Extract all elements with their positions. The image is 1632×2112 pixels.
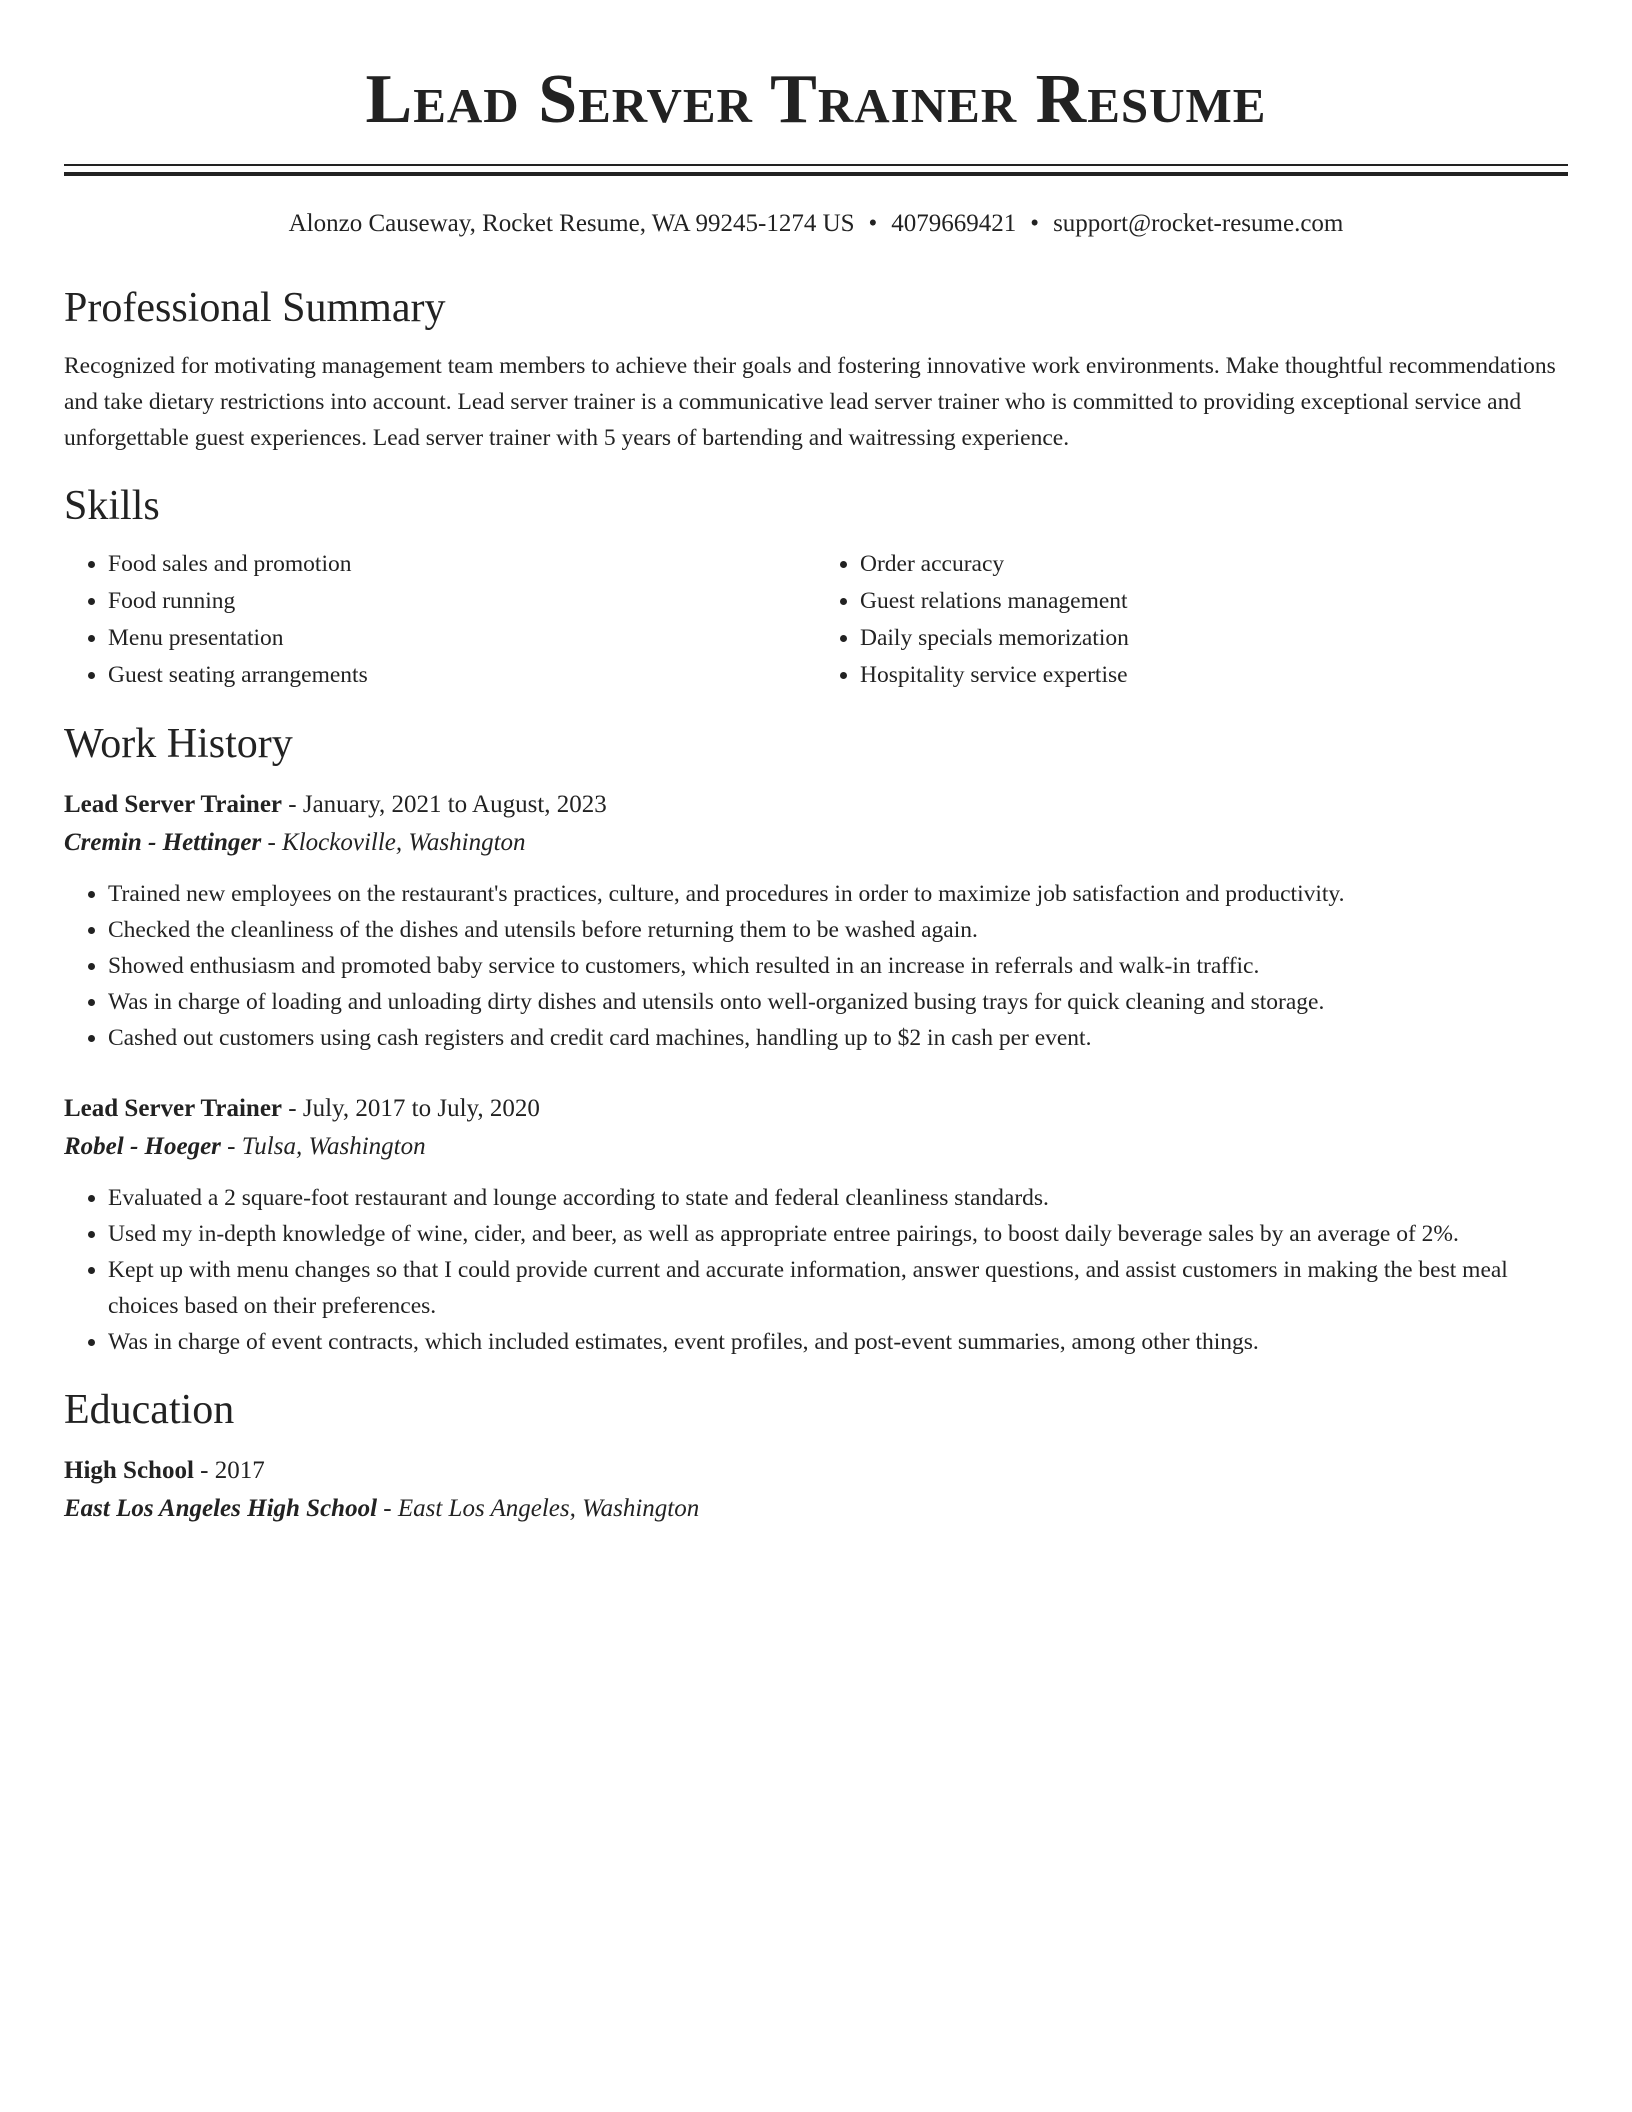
job-bullet: • Was in charge of loading and unloading dirty dishes and utensils onto well-organized busing trays for quick cleaning and storage.: [108, 984, 1568, 1020]
contact-separator: •: [868, 210, 878, 237]
job-bullets: [64, 1180, 1568, 1360]
skill-item: • Guest seating arrangements: [108, 657, 816, 694]
job-location: - Klockoville, Washington: [261, 829, 526, 856]
skills-list-right: [816, 546, 1568, 694]
job-bullet: • Evaluated a 2 square-foot restaurant and lounge according to state and federal cleanliness standards.: [108, 1180, 1568, 1216]
education-entry: [64, 1452, 1568, 1528]
education-year: - 2017: [193, 1457, 265, 1484]
title-divider-thin: [64, 164, 1568, 166]
contact-address: Alonzo Causeway, Rocket Resume, WA 99245-1274 US: [288, 210, 855, 237]
job-bullet: • Used my in-depth knowledge of wine, cider, and beer, as well as appropriate entree pairings, to boost daily beverage sales by an average of 2%.: [108, 1216, 1568, 1252]
skill-item: • Food running: [108, 583, 816, 620]
job-bullet: • Kept up with menu changes so that I could provide current and accurate information, answer questions, and assist customers in making the best meal choices based on their preferences.: [108, 1252, 1568, 1324]
skill-item: • Daily specials memorization: [860, 620, 1568, 657]
job-dates: - July, 2017 to July, 2020: [282, 1095, 540, 1122]
job-company: Cremin - Hettinger: [64, 829, 262, 856]
job-bullet: • Cashed out customers using cash registers and credit card machines, handling up to $2 in cash per event.: [108, 1020, 1568, 1056]
title-divider-thick: [64, 172, 1568, 176]
education-degree: High School: [64, 1457, 194, 1484]
education-degree-line: [64, 1452, 1568, 1490]
job-title-line: [64, 1090, 1568, 1128]
summary-text: Recognized for motivating management team members to achieve their goals and fostering innovative work environments. Make thoughtful recommendations and take dietary restrictions into account. Lead server trainer is a communicative lead server trainer who is committed to providing exceptional service and unforgettable guest experiences. Lead server trainer with 5 years of bartending and waitressing experience.: [64, 353, 1556, 451]
education-location: - East Los Angeles, Washington: [377, 1495, 700, 1522]
skill-item: • Order accuracy: [860, 546, 1568, 583]
skill-item: • Menu presentation: [108, 620, 816, 657]
education-school: East Los Angeles High School: [64, 1495, 378, 1522]
job-company: Robel - Hoeger: [64, 1133, 221, 1160]
job-role: Lead Server Trainer: [64, 791, 283, 818]
job-entry: [64, 786, 1568, 1056]
job-role: Lead Server Trainer: [64, 1095, 283, 1122]
job-bullet: • Trained new employees on the restaurant's practices, culture, and procedures in order to maximize job satisfaction and productivity.: [108, 876, 1568, 912]
skill-item: • Food sales and promotion: [108, 546, 816, 583]
job-location: - Tulsa, Washington: [220, 1133, 426, 1160]
work-history-heading: Work History: [64, 721, 293, 767]
education-heading: Education: [64, 1387, 235, 1433]
skills-list-left: [64, 546, 816, 694]
job-bullet: • Showed enthusiasm and promoted baby service to customers, which resulted in an increase in referrals and walk-in traffic.: [108, 948, 1568, 984]
resume-page: [64, 0, 1568, 1528]
skill-item: • Guest relations management: [860, 583, 1568, 620]
job-title-line: [64, 786, 1568, 824]
contact-email: support@rocket-resume.com: [1053, 210, 1344, 237]
contact-phone: 4079669421: [891, 210, 1017, 237]
job-dates: - January, 2021 to August, 2023: [282, 791, 607, 818]
education-school-line: [64, 1490, 1568, 1528]
job-company-line: [64, 824, 1568, 862]
contact-line: [64, 206, 1568, 242]
skills-heading: Skills: [64, 483, 160, 529]
skills-columns: [64, 546, 1568, 694]
job-bullet: • Checked the cleanliness of the dishes and utensils before returning them to be washed again.: [108, 912, 1568, 948]
job-company-line: [64, 1128, 1568, 1166]
job-bullet: • Was in charge of event contracts, which included estimates, event profiles, and post-event summaries, among other things.: [108, 1324, 1568, 1360]
job-bullets: [64, 876, 1568, 1056]
resume-title: Lead Server Trainer Resume: [365, 61, 1267, 138]
skill-item: • Hospitality service expertise: [860, 657, 1568, 694]
contact-separator: •: [1030, 210, 1040, 237]
job-entry: [64, 1090, 1568, 1360]
summary-heading: Professional Summary: [64, 285, 446, 331]
